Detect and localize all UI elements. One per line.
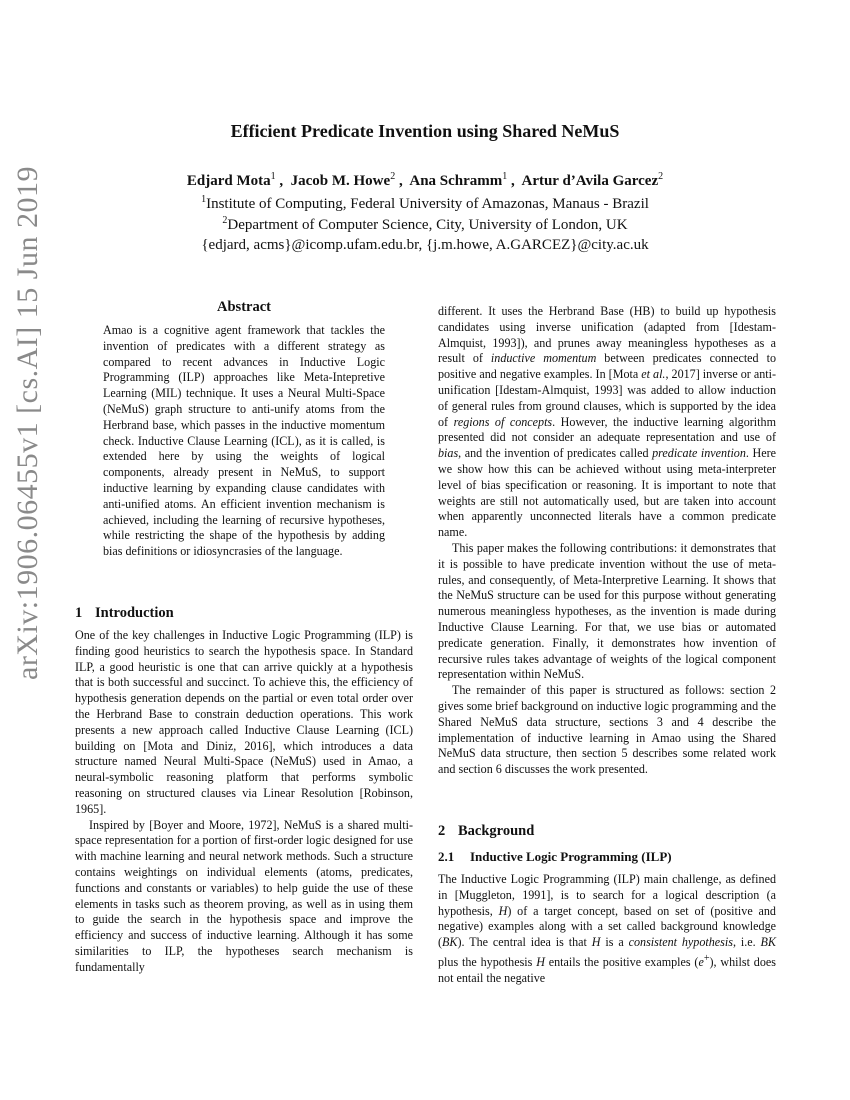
subsection-heading-ilp — [438, 849, 672, 865]
arxiv-identifier: arXiv:1906.06455v1 [cs.AI] 15 Jun 2019 — [11, 166, 44, 680]
paragraph: Inspired by [Boyer and Moore, 1972], NeMuS is a shared multi-space representation for a portion of first-order logic designed for use with machine learning and neural network methods. Such a structure contains weightings on individual elements (atoms, predicates, functions and constants or variables) to help guide the use of these elements in tasks such as theorem proving, as well as in using them to guide the search in the hypothesis space and improve the efficiency and success of inductive learning. Although it has some similarities to ILP, the hypotheses search mechanism is fundamentally — [75, 817, 413, 974]
emphasis-text: H — [591, 935, 601, 950]
text-run: different. It uses the Herbrand Base (HB) to build up hypothesis candidates using inverse unification (adapted from [Idestam-Almquist, 1993]), and prunes away meaningless hypotheses as a result of — [438, 304, 776, 366]
paragraph: One of the key challenges in Inductive Logic Programming (ILP) is finding good heuristics to search the hypothesis space. In Standard ILP, a good heuristic is one that can arrive quickly at a hypothesis that is both successful and succinct. To achieve this, the efficiency of hypothesis generation depends on the partial or even total order over the Herbrand Base to constrain deduction operations. This work presents a new approach called Inductive Clause Learning (ICL) building on [Mota and Diniz, 2016], which introduces a data structure named Neural Multi-Space (NeMuS) used in Amao, a neural-symbolic reasoning platform that performs symbolic reasoning on structured clauses via Linear Resolution [Robinson, 1965]. — [75, 628, 413, 816]
text-run: . Here we show how this can be achieved without using meta-interpreter level of bias specification or reasoning. It is important to note that weights are still not automatically used, but are taken into account when apparently unconnected literals have a common predicate name. — [438, 446, 777, 540]
affiliation-mark: 2 — [222, 215, 228, 226]
affiliation-mark: 1 — [201, 194, 207, 205]
superscript: + — [703, 952, 710, 964]
paragraph — [438, 872, 776, 987]
author-affiliation-mark: 2 — [390, 171, 396, 182]
text-run: , 2017] inverse or anti-unification [Idestam-Almquist, 1993] was added to allow induction of general rules from ground clauses, which is supported by the idea of — [438, 367, 777, 429]
section-title: Background — [458, 823, 535, 839]
paragraph: This paper makes the following contributions: it demonstrates that it is possible to have predicate invention without the use of meta-rules, and consequently, of Meta-Interpretive Learning. It shows that the NeMuS structure can be used for this purpose without generating numerous meaningless hypotheses, as the invention is made during Inductive Clause Learning. For that, we use bias or automated predicate generation. Finally, it demonstrates how invention of recursive rules takes advantage of weights of the logical component representation within NeMuS. — [438, 540, 776, 682]
section-heading-introduction — [75, 605, 174, 622]
text-run: , i.e. — [732, 935, 761, 950]
paragraph: The remainder of this paper is structured as follows: section 2 gives some brief background on inductive logic programming and the Shared NeMuS data structure, sections 3 and 4 describe the implementation of inductive learning in Amao using the Shared NeMuS data structure, then section 5 describes some related work and section 6 discusses the work presented. — [438, 683, 776, 777]
text-run: is a — [600, 935, 629, 950]
emphasis-text: H — [498, 903, 508, 918]
subsection-title: Inductive Logic Programming (ILP) — [470, 849, 672, 864]
author-name: Jacob M. Howe — [290, 173, 391, 189]
arxiv-stamp — [3, 166, 53, 680]
text-run: . However, the inductive learning algorithm presented did not consider an adequate representation and use of — [438, 414, 776, 445]
section-heading-background — [438, 823, 534, 840]
text-run: entails the positive examples ( — [544, 955, 699, 970]
emphasis-text: BK — [760, 935, 776, 950]
author-name: Artur d’Avila Garcez — [521, 173, 659, 189]
section-number: 1 — [75, 605, 83, 621]
affiliation-text: Institute of Computing, Federal University of Amazonas, Manaus - Brazil — [206, 196, 649, 212]
section-title: Introduction — [95, 605, 174, 621]
background-body — [438, 872, 776, 987]
emphasis-text: regions of concepts — [453, 414, 553, 429]
author-affiliation-mark: 2 — [658, 171, 664, 182]
emphasis-text: inductive momentum — [490, 351, 597, 366]
emphasis-text: consistent hypothesis — [628, 935, 733, 950]
affiliation-text: Department of Computer Science, City, University of London, UK — [227, 217, 628, 233]
author-name: Edjard Mota — [186, 173, 271, 189]
emphasis-text: et al. — [641, 367, 666, 382]
author-affiliation-mark: 1 — [502, 171, 508, 182]
emphasis-text: H — [536, 955, 545, 970]
text-run: between predicates connected to positive and negative examples. In [Mota — [438, 351, 776, 382]
emphasis-text: bias — [438, 446, 459, 461]
text-run: The Inductive Logic Programming (ILP) main challenge, as defined in [Muggleton, 1991], is to search for a logical description (a hypothesis, — [438, 872, 776, 918]
emphasis-text: e — [698, 955, 704, 970]
affiliation — [100, 215, 750, 234]
emphasis-text: BK — [442, 935, 458, 950]
author-name: Ana Schramm — [409, 173, 503, 189]
affiliation — [100, 194, 750, 213]
paragraph — [438, 304, 776, 541]
text-run: ). The central idea is that — [457, 935, 592, 950]
text-run: , and the invention of predicates called — [458, 446, 653, 461]
author-list: Edjard Mota$^1$ , Jacob M. Howe$^2$ , Ana Schramm$^1$ , Artur d’Avila Garcez$^2$ — [186, 171, 664, 189]
paper-title: Efficient Predicate Invention using Shared NeMuS — [230, 121, 620, 141]
introduction-body — [75, 628, 413, 976]
author-emails: {edjard, acms}@icomp.ufam.edu.br, {j.m.howe, A.GARCEZ}@city.ac.uk — [201, 237, 649, 253]
text-run: ), whilst does not entail the negative — [438, 955, 776, 985]
section-number: 2 — [438, 823, 446, 839]
emphasis-text: predicate invention — [652, 446, 746, 461]
abstract-text: Amao is a cognitive agent framework that tackles the invention of predicates with a different strategy as compared to recent advances in Inductive Logic Programming (ILP) approaches like Meta-Intepretive Learning (MIL) technique. It uses a Neural Multi-Space (NeMuS) graph structure to anti-unify atoms from the Herbrand base, which passes in the inductive momentum check. Inductive Clause Learning (ICL), as it is called, is extended here by using the weights of logical components, already present in NeMuS, to support inductive learning by expanding clause candidates with anti-unified atoms. An efficient invention mechanism is achieved, including the learning of recursive hypotheses, while restricting the shape of the hypothesis by adding bias definitions or idiosyncrasies of the language. — [103, 323, 385, 559]
introduction-continued — [438, 304, 776, 778]
author-affiliation-mark: 1 — [270, 171, 276, 182]
subsection-number: 2.1 — [438, 849, 455, 864]
text-run: ) of a target concept, based on set of (positive and negative) examples along with a set called background knowledge ( — [438, 903, 776, 950]
text-run: plus the hypothesis — [438, 955, 537, 970]
abstract-heading: Abstract — [217, 299, 271, 315]
